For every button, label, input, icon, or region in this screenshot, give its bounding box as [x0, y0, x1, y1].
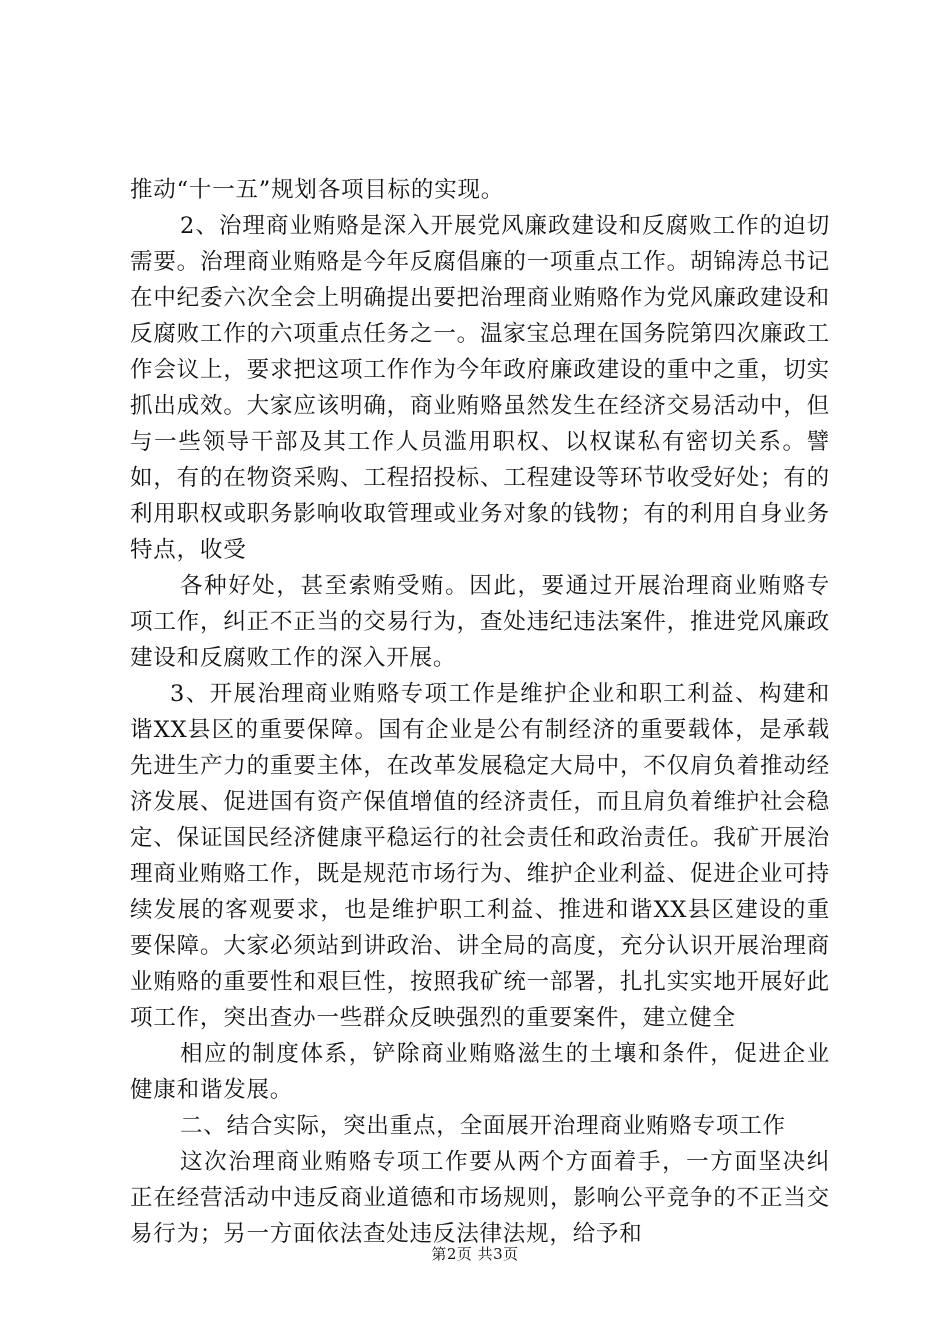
paragraph-point-2-continued: 各种好处，甚至索贿受贿。因此，要通过开展治理商业贿赂专项工作，纠正不正当的交易行为，查处违纪违法案件，推进党风廉政建设和反腐败工作的深入开展。: [130, 573, 830, 671]
paragraph-point-2: 2、治理商业贿赂是深入开展党风廉政建设和反腐败工作的迫切需要。治理商业贿赂是今年反腐倡廉的一项重点工作。胡锦涛总书记在中纪委六次全会上明确提出要把治理商业贿赂作为党风廉政建设和反腐败工作的六项重点任务之一。温家宝总理在国务院第四次廉政工作会议上，要求把这项工作作为今年政府廉政建设的重中之重，切实抓出成效。大家应该明确，商业贿赂虽然发生在经济交易活动中，但与一些领导干部及其工作人员滥用职权、以权谋私有密切关系。譬如，有的在物资采购、工程招投标、工程建设等环节收受好处；有的利用职权或职务影响收取管理或业务对象的钱物；有的利用自身业务特点，收受: [130, 213, 830, 563]
paragraph-point-3: 3、开展治理商业贿赂专项工作是维护企业和职工利益、构建和谐XX县区的重要保障。国有企业是公有制经济的重要载体，是承载先进生产力的重要主体，在改革发展稳定大局中，不仅肩负着推动经济发展、促进国有资产保值增值的经济责任，而且肩负着维护社会稳定、保证国民经济健康平稳运行的社会责任和政治责任。我矿开展治理商业贿赂工作，既是规范市场行为、维护企业利益、促进企业可持续发展的客观要求，也是维护职工利益、推进和谐XX县区建设的重要保障。大家必须站到讲政治、讲全局的高度，充分认识开展治理商业贿赂的重要性和艰巨性，按照我矿统一部署，扎扎实实地开展好此项工作，突出查办一些群众反映强烈的重要案件，建立健全: [130, 681, 830, 1031]
page-number-footer: 第2页 共3页: [431, 1245, 519, 1263]
paragraph-continuation: 推动“十一五”规划各项目标的实现。: [130, 177, 505, 203]
section-heading-two: 二、结合实际，突出重点，全面展开治理商业贿赂专项工作: [180, 1113, 786, 1139]
document-body: [130, 172, 830, 1252]
paragraph-section-two-intro: 这次治理商业贿赂专项工作要从两个方面着手，一方面坚决纠正在经营活动中违反商业道德和市场规则，影响公平竞争的不正当交易行为；另一方面依法查处违反法律法规，给予和: [130, 1149, 830, 1247]
paragraph-point-3-continued: 相应的制度体系，铲除商业贿赂滋生的土壤和条件，促进企业健康和谐发展。: [130, 1041, 830, 1103]
